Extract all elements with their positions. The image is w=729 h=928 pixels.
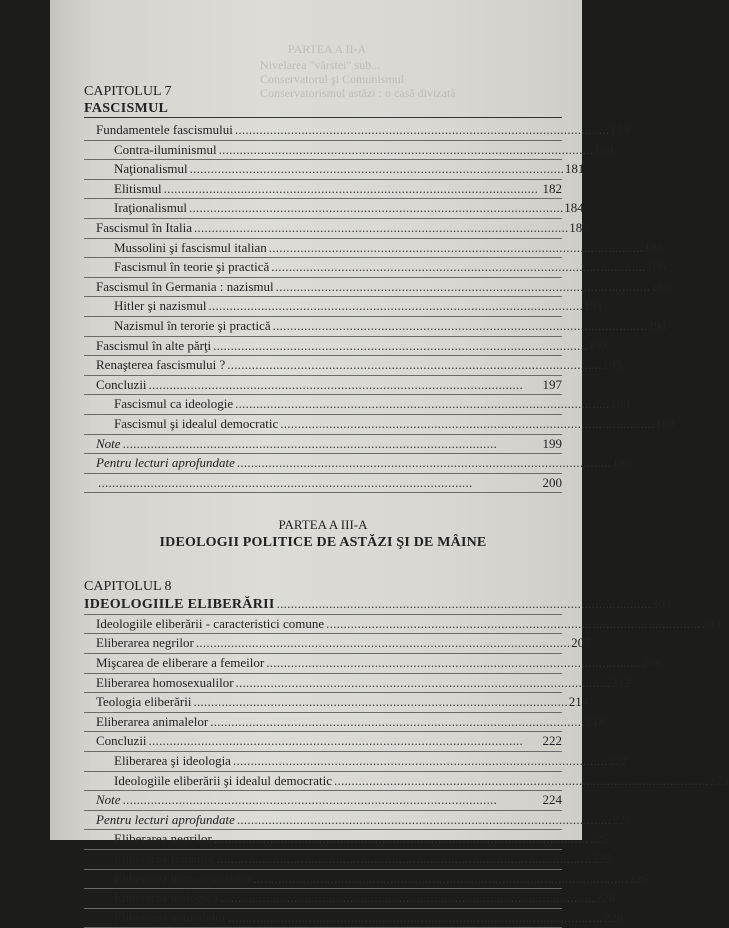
entry-title: Eliberarea homosexualilor [96, 674, 234, 690]
page-number: 189 [650, 278, 671, 294]
page-number: 198 [610, 396, 630, 412]
toc-entry [84, 791, 562, 811]
bleed-through-line: Nivelarea "vârstei" sub... [260, 58, 381, 72]
entry-title: Hitler şi nazismul [114, 298, 207, 314]
toc-entry [84, 395, 630, 415]
entry-title: Eliberarea animalelor [96, 713, 209, 729]
entry-title: Contra-iluminismul [114, 141, 217, 157]
entry-title: Mussolini şi fascismul italian [114, 239, 267, 255]
toc-entry [84, 199, 584, 219]
bleed-through-line: Conservatorismul astăzi : o casă divizată [260, 86, 456, 100]
page-number: 226 [628, 870, 649, 886]
page-number: 195 [602, 357, 622, 373]
toc-entry [84, 317, 668, 337]
toc-entry [84, 239, 664, 259]
entry-title: Pentru lecturi aprofundate [96, 811, 235, 827]
entry-title: Eliberarea negrilor [96, 635, 194, 651]
toc-entry [84, 654, 661, 674]
bleed-through-line: Conservatorul şi Comunismul [260, 72, 404, 86]
toc-entry [84, 830, 609, 850]
entry-title: Iraţionalismul [114, 200, 187, 216]
chapter-7-entries [84, 121, 676, 493]
part-title: IDEOLOGII POLITICE DE ASTĂZI ŞI DE MÂINE [159, 535, 487, 551]
entry-title: Concluzii [96, 376, 147, 392]
toc-entry [84, 141, 614, 161]
book-page [50, 0, 729, 925]
entry-title: Fascismul ca ideologie [114, 396, 234, 412]
page-number: 218 [585, 713, 605, 729]
chapter-title: FASCISMUL [84, 101, 169, 116]
page-number: 226 [595, 890, 616, 906]
chapter-label: CAPITOLUL 7 [84, 84, 172, 99]
page-number: 199 [542, 435, 562, 451]
divider [84, 117, 562, 118]
entry-title: Fascismul în Germania : nazismul [96, 278, 274, 294]
page-number: 199 [612, 455, 632, 471]
page-number: 203 [701, 615, 721, 631]
toc-entry [84, 615, 721, 635]
page-number: 212 [610, 674, 631, 690]
entry-title: Ideologiile eliberării şi idealul democratic [114, 772, 333, 788]
entry-title: Eliberarea homosexualilor [114, 870, 252, 886]
entry-title: Fascismul şi idealul democratic [114, 415, 279, 431]
page-number: 185 [569, 219, 589, 235]
toc-entry [84, 435, 562, 455]
entry-title: Fundamentele fascismului [96, 122, 233, 137]
entry-title: Note [96, 435, 121, 451]
entry-title: Eliberarea şi ideologia [114, 753, 231, 769]
page-number: 191 [647, 317, 668, 333]
page-number: 200 [542, 474, 562, 490]
entry-title: Ideologiile eliberării - caracteristici comune [96, 615, 325, 631]
toc-entry [84, 278, 671, 298]
page-number: 186 [644, 239, 664, 255]
toc-entry [84, 337, 608, 357]
page-number: 182 [542, 180, 562, 196]
page-number: 225 [612, 811, 632, 827]
entry-title: Elitismul [114, 180, 162, 196]
part-label: PARTEA A III-A [278, 517, 368, 533]
page-number: 224 [542, 792, 562, 808]
toc-entry [84, 415, 676, 435]
page-number: 180 [593, 141, 614, 157]
chapter-label: CAPITOLUL 8 [84, 579, 172, 595]
toc-entry [84, 376, 562, 396]
toc-entry [84, 474, 562, 494]
toc-entry [84, 356, 622, 376]
page-number: 193 [588, 337, 608, 353]
toc-entry [84, 180, 562, 200]
toc-entry [84, 870, 649, 890]
entry-title: Naţionalismul [114, 161, 188, 177]
page-number: 186 [646, 259, 666, 275]
page-number: 226 [603, 909, 623, 925]
entry-title: Fascismul în alte părţi [96, 337, 212, 353]
toc-entry [84, 752, 628, 772]
toc-entry [84, 850, 612, 870]
toc-entry [84, 219, 589, 239]
toc-entry [84, 889, 616, 909]
toc-entry [84, 732, 562, 752]
page-number: 208 [641, 655, 661, 671]
bleed-through-header: PARTEA A II-A [288, 42, 367, 56]
entry-title: Pentru lecturi aprofundate [96, 455, 235, 471]
page-number: 197 [542, 376, 562, 392]
table-of-contents [84, 84, 729, 928]
entry-title: Concluzii [96, 733, 147, 749]
page-number: 203 [651, 596, 672, 612]
toc-entry [84, 258, 666, 278]
toc-entry [84, 909, 623, 928]
page-number: 205 [571, 635, 591, 651]
chapter-title: IDEOLOGIILE ELIBERĂRII [84, 597, 275, 613]
toc-entry [84, 634, 591, 654]
toc-entry [84, 674, 631, 694]
entry-title: Eliberarea teologică [114, 890, 219, 906]
entry-title: Eliberarea animalelor [114, 909, 227, 925]
page-number: 198 [655, 415, 676, 431]
entry-title: Renaşterea fascismului ? [96, 357, 226, 373]
entry-title: Eliberarea femeilor [114, 851, 215, 866]
entry-title: Fascismul în Italia [96, 219, 193, 235]
toc-entry [84, 693, 589, 713]
toc-entry [84, 454, 632, 474]
entry-title: Nazismul în terorie şi practică [114, 317, 271, 333]
toc-entry [84, 297, 604, 317]
page-number: 179 [610, 122, 630, 137]
page-number: 181 [564, 161, 585, 177]
toc-entry [84, 772, 729, 792]
toc-entry [84, 160, 585, 180]
toc-entry [84, 811, 632, 831]
page-number: 223 [709, 772, 729, 788]
page-number: 214 [568, 694, 589, 710]
page-number: 225 [589, 831, 609, 847]
page-number: 191 [583, 298, 604, 314]
page-number: 222 [608, 753, 628, 769]
page-number: 225 [591, 851, 612, 866]
page-number: 184 [564, 200, 584, 216]
page-number: 222 [542, 733, 562, 749]
entry-title: Eliberarea negrilor [114, 831, 212, 847]
entry-title: Note [96, 792, 121, 808]
entry-title: Mişcarea de eliberare a femeilor [96, 655, 265, 671]
toc-entry [84, 121, 630, 141]
entry-title: Teologia eliberării [96, 694, 192, 710]
toc-entry [84, 713, 605, 733]
chapter-8-entries [84, 615, 729, 928]
toc-entry [84, 595, 672, 615]
entry-title: Fascismul în teorie şi practică [114, 259, 270, 275]
